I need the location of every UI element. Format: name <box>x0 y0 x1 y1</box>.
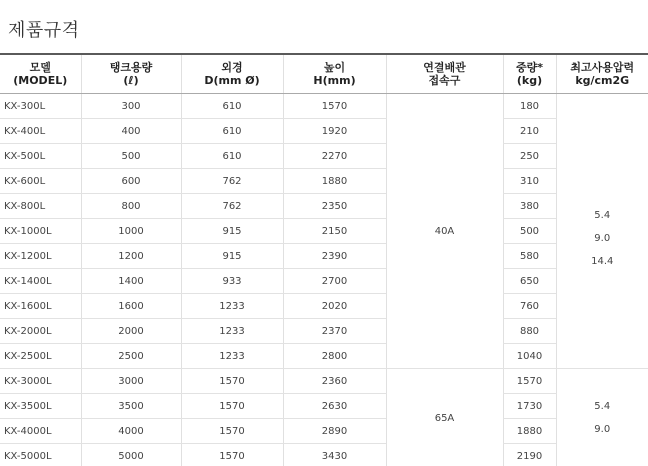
page-title: 제품규격 <box>8 20 80 41</box>
cell-capacity: 600 <box>81 169 181 194</box>
cell-diameter: 610 <box>181 94 283 119</box>
cell-weight: 880 <box>503 319 556 344</box>
cell-capacity: 2500 <box>81 344 181 369</box>
cell-weight: 380 <box>503 194 556 219</box>
header-height: 높이 H(mm) <box>283 54 386 94</box>
cell-weight: 1730 <box>503 394 556 419</box>
cell-weight: 1880 <box>503 419 556 444</box>
cell-capacity: 1000 <box>81 219 181 244</box>
header-pressure: 최고사용압력 kg/cm2G <box>556 54 648 94</box>
cell-connection-group-2: 65A <box>386 369 503 466</box>
cell-height: 2700 <box>283 269 386 294</box>
cell-capacity: 3000 <box>81 369 181 394</box>
table-row <box>0 144 648 169</box>
cell-capacity: 3500 <box>81 394 181 419</box>
pressure-value: 9.0 <box>594 424 611 435</box>
cell-weight: 1570 <box>503 369 556 394</box>
cell-height: 2360 <box>283 369 386 394</box>
cell-diameter: 1570 <box>181 444 283 466</box>
cell-diameter: 1570 <box>181 369 283 394</box>
pressure-value: 14.4 <box>591 256 614 267</box>
table-row <box>0 369 648 394</box>
cell-capacity: 300 <box>81 94 181 119</box>
cell-capacity: 1600 <box>81 294 181 319</box>
cell-diameter: 933 <box>181 269 283 294</box>
cell-model: KX-1400L <box>0 269 81 294</box>
cell-height: 2270 <box>283 144 386 169</box>
cell-model: KX-2000L <box>0 319 81 344</box>
cell-capacity: 400 <box>81 119 181 144</box>
cell-capacity: 5000 <box>81 444 181 466</box>
table-row <box>0 344 648 369</box>
cell-model: KX-400L <box>0 119 81 144</box>
cell-height: 2630 <box>283 394 386 419</box>
cell-model: KX-5000L <box>0 444 81 466</box>
table-row <box>0 319 648 344</box>
cell-model: KX-500L <box>0 144 81 169</box>
header-capacity: 탱크용량 (ℓ) <box>81 54 181 94</box>
cell-height: 2800 <box>283 344 386 369</box>
cell-height: 2350 <box>283 194 386 219</box>
cell-pressure-group-1 <box>556 94 648 369</box>
table-row <box>0 219 648 244</box>
table-row <box>0 444 648 466</box>
cell-weight: 2190 <box>503 444 556 466</box>
cell-weight: 1040 <box>503 344 556 369</box>
table-row <box>0 194 648 219</box>
table-row <box>0 119 648 144</box>
cell-height: 2370 <box>283 319 386 344</box>
cell-weight: 210 <box>503 119 556 144</box>
cell-pressure-group-2 <box>556 369 648 466</box>
cell-height: 1920 <box>283 119 386 144</box>
cell-height: 2390 <box>283 244 386 269</box>
cell-model: KX-3000L <box>0 369 81 394</box>
table-row <box>0 394 648 419</box>
cell-diameter: 762 <box>181 194 283 219</box>
cell-diameter: 915 <box>181 244 283 269</box>
header-row <box>0 54 648 94</box>
cell-weight: 580 <box>503 244 556 269</box>
cell-height: 2020 <box>283 294 386 319</box>
cell-weight: 760 <box>503 294 556 319</box>
cell-model: KX-1600L <box>0 294 81 319</box>
cell-connection-group-1: 40A <box>386 94 503 369</box>
cell-model: KX-600L <box>0 169 81 194</box>
table-row <box>0 169 648 194</box>
cell-height: 2890 <box>283 419 386 444</box>
header-weight: 중량* (kg) <box>503 54 556 94</box>
header-connection: 연결배관 접속구 <box>386 54 503 94</box>
cell-height: 3430 <box>283 444 386 466</box>
cell-diameter: 1233 <box>181 294 283 319</box>
cell-diameter: 1570 <box>181 419 283 444</box>
cell-model: KX-800L <box>0 194 81 219</box>
cell-weight: 650 <box>503 269 556 294</box>
cell-weight: 250 <box>503 144 556 169</box>
cell-diameter: 1233 <box>181 344 283 369</box>
cell-height: 1880 <box>283 169 386 194</box>
cell-weight: 180 <box>503 94 556 119</box>
cell-height: 1570 <box>283 94 386 119</box>
cell-model: KX-1200L <box>0 244 81 269</box>
cell-model: KX-3500L <box>0 394 81 419</box>
cell-capacity: 500 <box>81 144 181 169</box>
cell-weight: 310 <box>503 169 556 194</box>
cell-model: KX-300L <box>0 94 81 119</box>
cell-diameter: 762 <box>181 169 283 194</box>
cell-weight: 500 <box>503 219 556 244</box>
table-row <box>0 94 648 119</box>
table-row <box>0 269 648 294</box>
spec-table <box>0 53 648 466</box>
pressure-value: 9.0 <box>594 233 611 244</box>
table-row <box>0 244 648 269</box>
cell-model: KX-2500L <box>0 344 81 369</box>
cell-capacity: 4000 <box>81 419 181 444</box>
cell-capacity: 1400 <box>81 269 181 294</box>
cell-diameter: 915 <box>181 219 283 244</box>
cell-model: KX-1000L <box>0 219 81 244</box>
header-model: 모델 (MODEL) <box>0 54 81 94</box>
cell-capacity: 800 <box>81 194 181 219</box>
cell-diameter: 610 <box>181 144 283 169</box>
cell-diameter: 1233 <box>181 319 283 344</box>
cell-diameter: 610 <box>181 119 283 144</box>
cell-model: KX-4000L <box>0 419 81 444</box>
pressure-value: 5.4 <box>594 401 611 412</box>
cell-capacity: 2000 <box>81 319 181 344</box>
cell-diameter: 1570 <box>181 394 283 419</box>
table-row <box>0 294 648 319</box>
header-diameter: 외경 D(mm Ø) <box>181 54 283 94</box>
pressure-value: 5.4 <box>594 210 611 221</box>
cell-capacity: 1200 <box>81 244 181 269</box>
table-row <box>0 419 648 444</box>
cell-height: 2150 <box>283 219 386 244</box>
